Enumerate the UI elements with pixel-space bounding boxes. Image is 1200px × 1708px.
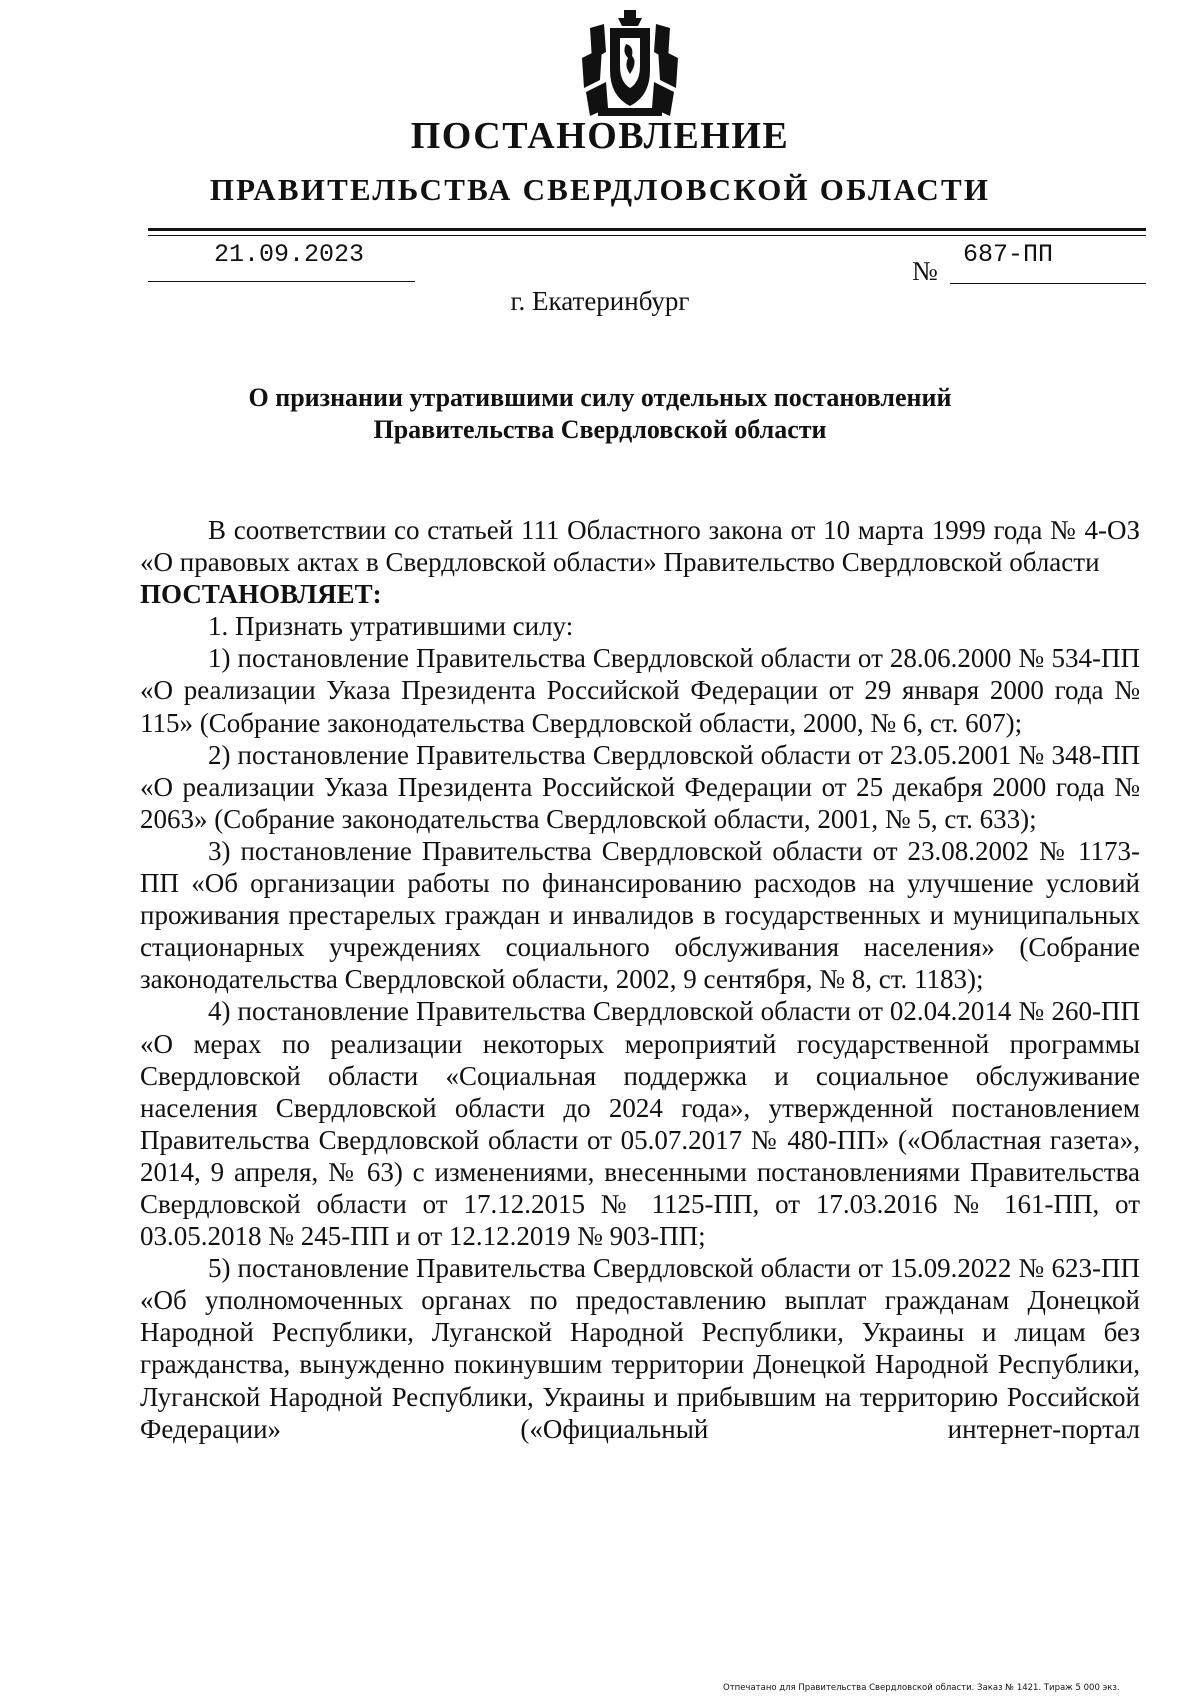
number-sign: №	[912, 256, 938, 286]
print-note: Отпечатано для Правительства Свердловской области. Заказ № 1421. Тираж 5 000 экз.	[723, 1683, 1120, 1693]
subitem-4-paragraph: 4) постановление Правительства Свердловской области от 02.04.2014 № 260-ПП «О мерах по реализации некоторых мероприятий государственной программы Свердловской области «Социальная поддержка и социальное обслуживание населения Свердловской области до 2024 года», утвержденной постановлением Правительства Свердловской области от 05.07.2017 № 480-ПП» («Областная газета», 2014, 9 апреля, № 63) с изменениями, внесенными постановлениями Правительства Свердловской области от 17.12.2015 № 1125-ПП, от 17.03.2016 № 161-ПП, от 03.05.2018 № 245-ПП и от 12.12.2019 № 903-ПП;	[140, 996, 1140, 1252]
document-number: 687-ПП	[963, 240, 1054, 269]
subitem-2-paragraph: 2) постановление Правительства Свердловской области от 23.05.2001 № 348-ПП «О реализации Указа Президента Российской Федерации от 25 декабря 2000 года № 2063» (Собрание законодательства Свердловской области, 2001, № 5, ст. 633);	[140, 739, 1140, 834]
document-subtitle: ПРАВИТЕЛЬСТВА СВЕРДЛОВСКОЙ ОБЛАСТИ	[209, 172, 991, 207]
header-rule-thick	[148, 228, 1146, 231]
item-1-paragraph: 1. Признать утратившими силу:	[208, 611, 574, 642]
preamble-paragraph: В соответствии со статьей 111 Областного закона от 10 марта 1999 года № 4-ОЗ «О правовых актах в Свердловской области» Правительство Свердловской области	[140, 515, 1140, 578]
document-date: 21.09.2023	[214, 240, 365, 269]
date-underline	[148, 281, 415, 282]
document-heading-line1: О признании утратившими силу отдельных постановлений	[248, 383, 952, 412]
number-underline	[950, 283, 1146, 284]
decree-word: ПОСТАНОВЛЯЕТ:	[140, 579, 382, 610]
subitem-3-paragraph: 3) постановление Правительства Свердловской области от 23.08.2002 № 1173-ПП «Об организации работы по финансированию расходов на улучшение условий проживания престарелых граждан и инвалидов в государственных и муниципальных стационарных учреждениях социального обслуживания населения» (Собрание законодательства Свердловской области, 2002, 9 сентября, № 8, ст. 1183);	[140, 835, 1140, 995]
header-rule-thin	[148, 235, 1146, 236]
coat-of-arms-emblem	[580, 8, 680, 120]
document-heading-line2: Правительства Свердловской области	[373, 415, 827, 444]
subitem-1-paragraph: 1) постановление Правительства Свердловской области от 28.06.2000 № 534-ПП «О реализации Указа Президента Российской Федерации от 29 января 2000 года № 115» (Собрание законодательства Свердловской области, 2000, № 6, ст. 607);	[140, 643, 1140, 738]
subitem-5-paragraph: 5) постановление Правительства Свердловской области от 15.09.2022 № 623-ПП «Об уполномоченных органах по предоставлению выплат гражданам Донецкой Народной Республики, Луганской Народной Республики, Украины и лицам без гражданства, вынужденно покинувшим территории Донецкой Народной Республики, Луганской Народной Республики, Украины и прибывшим на территорию Российской Федерации» («Официальный интернет-портал	[140, 1253, 1140, 1444]
document-body	[140, 514, 1140, 1445]
document-city: г. Екатеринбург	[510, 286, 690, 316]
document-title: ПОСТАНОВЛЕНИЕ	[410, 115, 790, 157]
